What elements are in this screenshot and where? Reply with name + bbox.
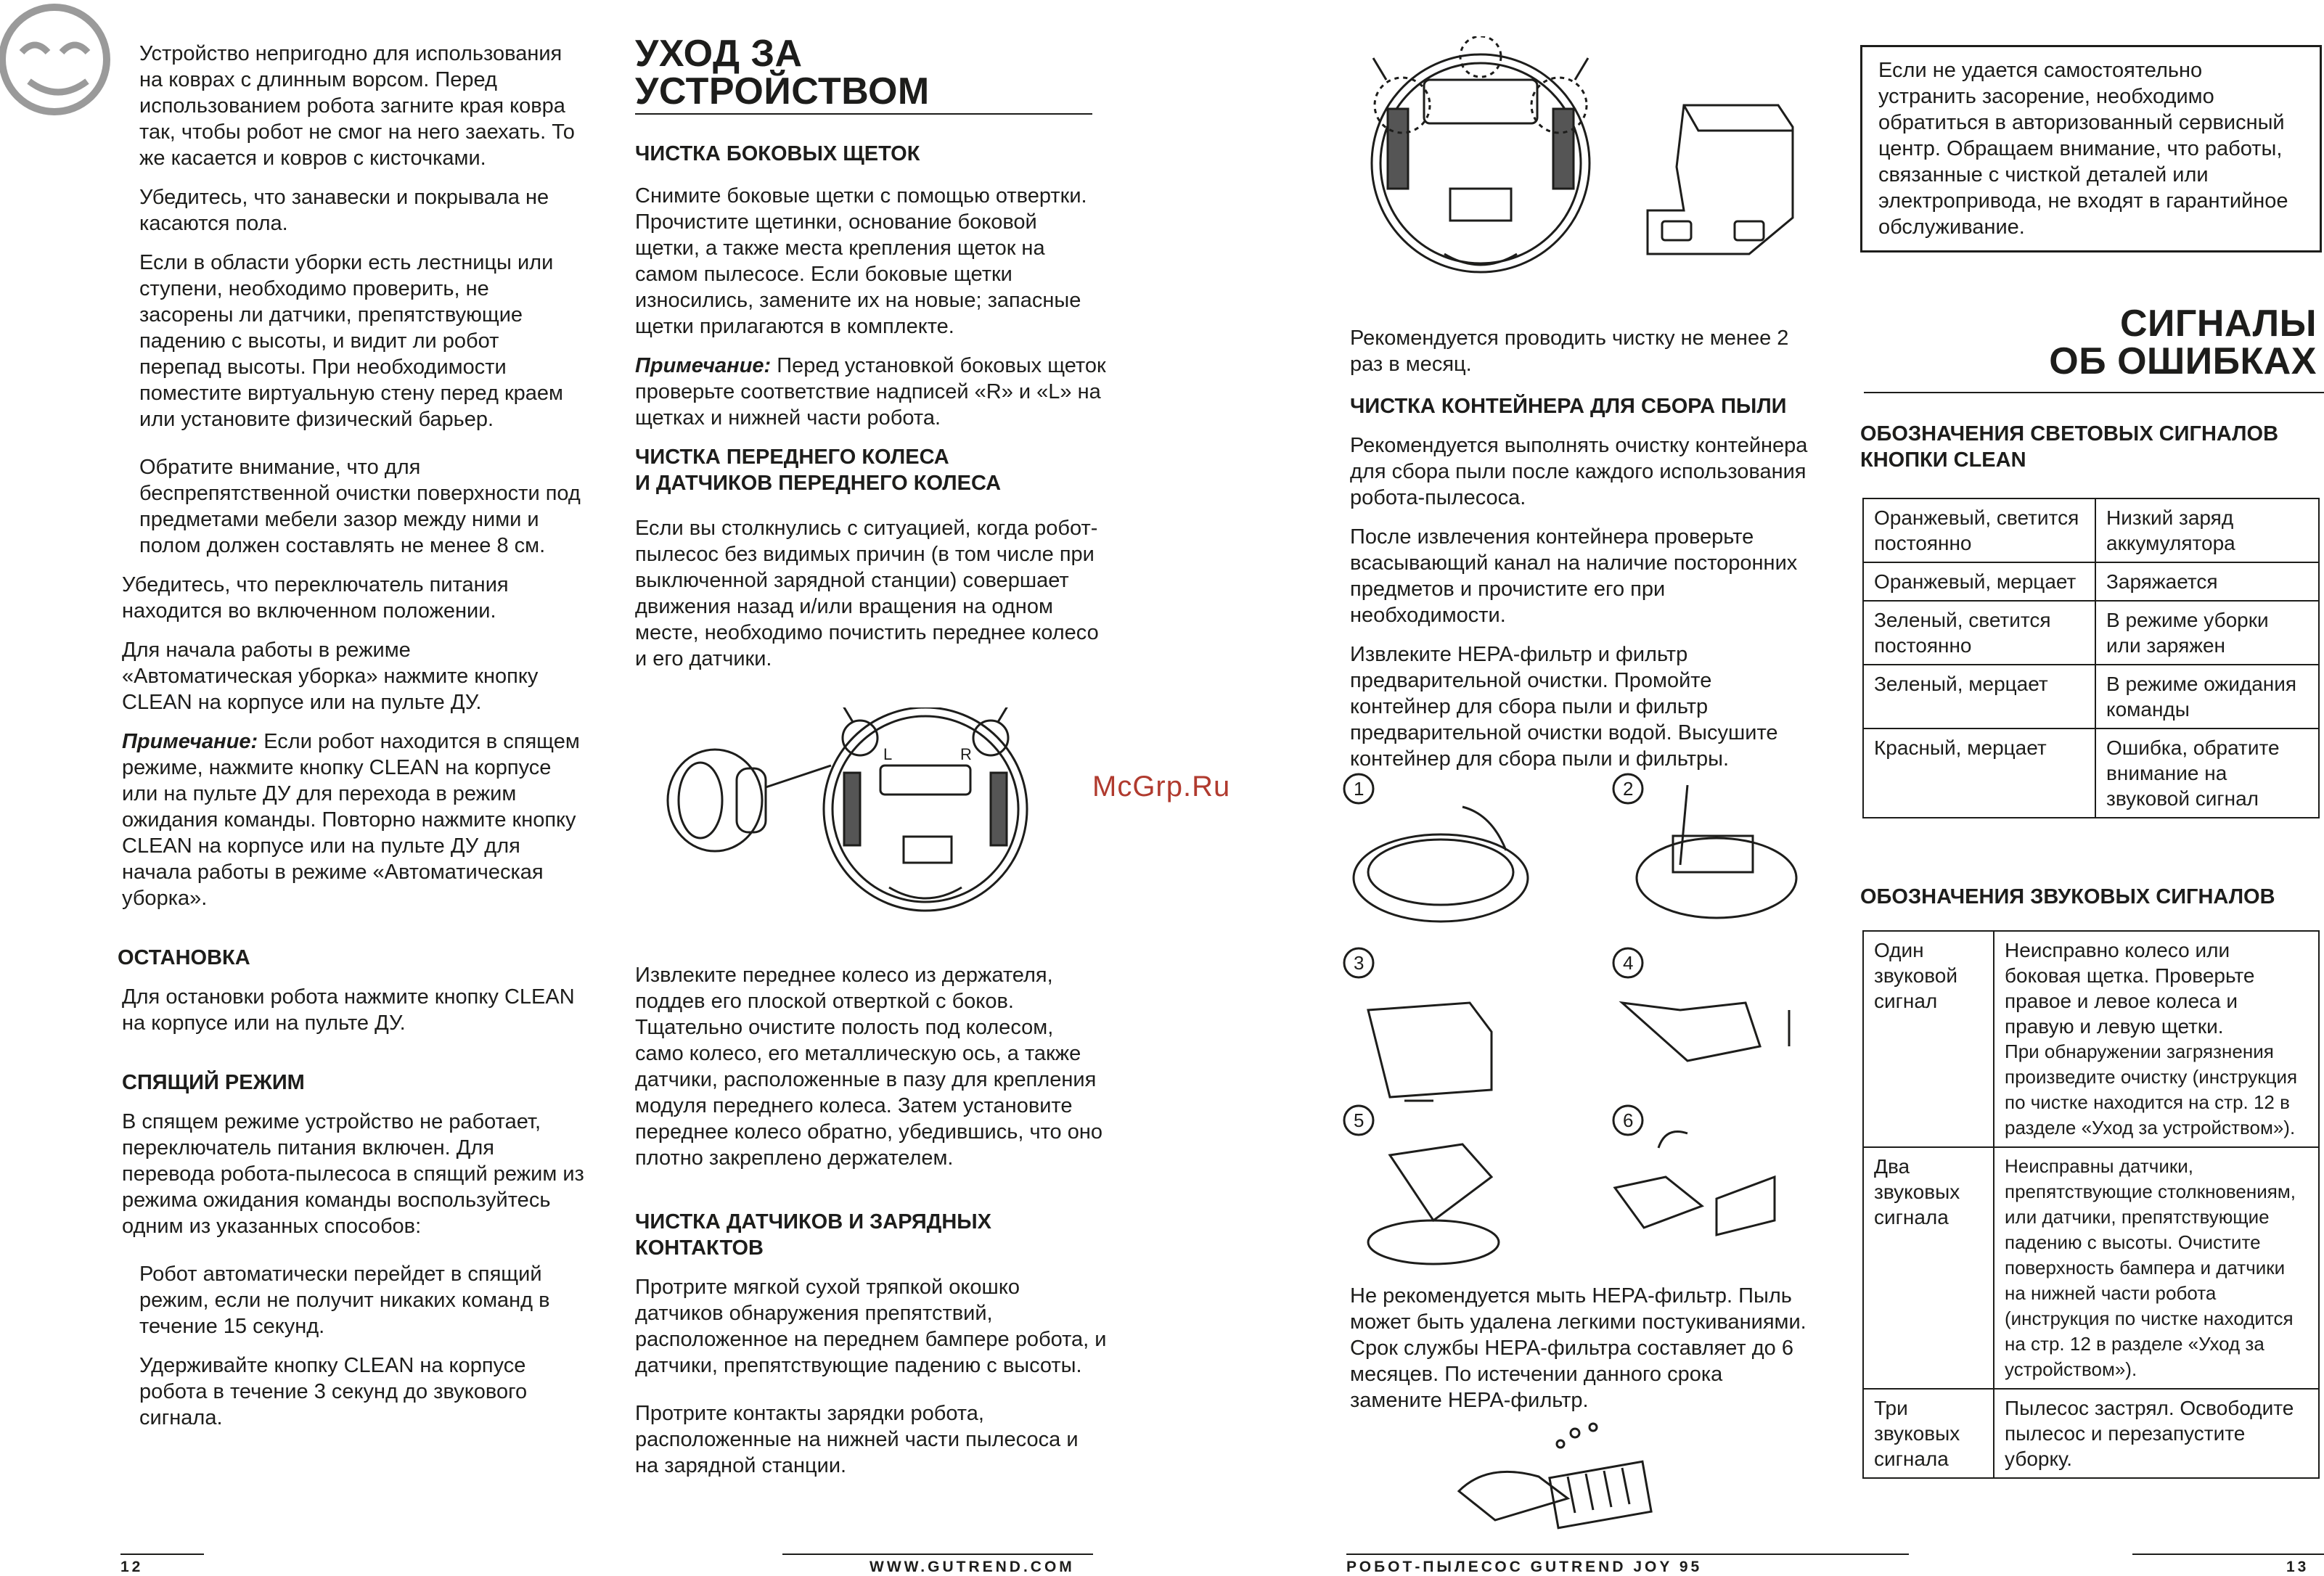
paragraph-wheel-removal: Извлеките переднее колесо из держателя, поддев его плоской отверткой с боков. Тщательно очистите полость под колесом, само колесо, его металлическую ось, а также датчики, расположенные в пазу для крепления модуля переднего колеса. Затем установите переднее колесо обратно, убедившись, что оно плотно закреплено держателем.: [635, 964, 1103, 1170]
note-label: Примечание:: [635, 354, 772, 377]
light-meaning-cell: В режиме ожидания команды: [2095, 665, 2319, 729]
dust-container-steps-illustration: [1339, 771, 1804, 1279]
service-center-text: Если не удается самостоятельно устранить засорение, необходимо обратиться в авторизованный сервисный центр. Обращаем внимание, что работы, связанные с чисткой деталей или электропривода, не входят в гарантийное обслуживание.: [1878, 59, 2288, 239]
watermark: McGrp.Ru: [1092, 771, 1231, 803]
step-1-number: 1: [1354, 778, 1364, 800]
page-number-left: 12: [120, 1559, 144, 1575]
step-2-number: 2: [1623, 778, 1634, 800]
paragraph-cleaning-frequency: Рекомендуется проводить чистку не менее 2 раз в месяц.: [1350, 327, 1789, 376]
heading-light-signals-line2: КНОПКИ CLEAN: [1860, 448, 2026, 472]
light-meaning-cell: Ошибка, обратите внимание на звуковой сигнал: [2095, 729, 2319, 818]
errors-title: [1864, 305, 2317, 380]
footer-rule-site: [782, 1554, 1093, 1555]
sound-signals-table: [1862, 930, 2320, 1479]
heading-sensors-line1: ЧИСТКА ДАТЧИКОВ И ЗАРЯДНЫХ: [635, 1210, 992, 1234]
paragraph-dust-1: Рекомендуется выполнять очистку контейнера для сбора пыли после каждого использования робота-пылесоса.: [1350, 434, 1808, 509]
footer-rule-right: [2132, 1554, 2324, 1555]
table-row: [1863, 665, 2319, 729]
label-left-brush: L: [883, 745, 893, 763]
sound-meaning-extra: При обнаружении загрязнения произведите очистку (инструкция по чистке находится на стр. 12 в разделе «Уход за устройством»).: [2005, 1041, 2298, 1138]
title-underline: [635, 113, 1092, 115]
sound-meaning-cell: [1994, 931, 2319, 1147]
heading-sleep-mode: СПЯЩИЙ РЕЖИМ: [122, 1071, 305, 1094]
hepa-filter-tapping-illustration: [1452, 1419, 1669, 1542]
note-label: Примечание:: [122, 730, 258, 753]
light-signal-cell: Зеленый, мерцает: [1863, 665, 2095, 729]
note-text: Перед установкой боковых щеток проверьте соответствие надписей «R» и «L» на щетках и нижней части робота.: [635, 354, 1106, 430]
light-meaning-cell: В режиме уборки или заряжен: [2095, 601, 2319, 665]
heading-light-signals-line1: ОБОЗНАЧЕНИЯ СВЕТОВЫХ СИГНАЛОВ: [1860, 422, 2279, 446]
errors-title-line2: ОБ ОШИБКАХ: [2049, 340, 2317, 382]
step-3-number: 3: [1354, 952, 1364, 974]
footer-rule-title: [1346, 1554, 1909, 1555]
sound-meaning-text: Неисправно колесо или боковая щетка. Проверьте правое и левое колеса и правую и левую щетки.: [2005, 939, 2255, 1038]
heading-front-wheel-line1: ЧИСТКА ПЕРЕДНЕГО КОЛЕСА: [635, 446, 949, 469]
care-title-line1: УХОД ЗА: [635, 33, 803, 75]
heading-sound-signals: ОБОЗНАЧЕНИЯ ЗВУКОВЫХ СИГНАЛОВ: [1860, 885, 2275, 908]
paragraph-sleep-mode: В спящем режиме устройство не работает, переключатель питания включен. Для перевода робота-пылесоса в спящий режим из режима ожидания команды воспользуйтесь одним из указанных способов:: [122, 1110, 584, 1238]
paragraph-front-wheel: Если вы столкнулись с ситуацией, когда робот-пылесос без видимых причин (в том числе при выключенной зарядной станции) совершает движения назад и/или вращения на одном месте, необходимо почистить переднее колесо и его датчики.: [635, 517, 1099, 670]
step-6-number: 6: [1623, 1109, 1634, 1131]
step-4-number: 4: [1623, 952, 1634, 974]
paragraph-dust-3: Извлеките HEPA-фильтр и фильтр предварительной очистки. Промойте контейнер для сбора пыли и фильтр предварительной очистки водой. Высушите контейнер для сбора пыли и фильтры.: [1350, 643, 1778, 771]
heading-light-signals: [1860, 421, 2310, 473]
heading-sensors: [635, 1209, 1107, 1261]
paragraph-carpets: Устройство непригодно для использования на коврах с длинным ворсом. Перед использованием робота загните края ковра так, чтобы робот не смог на него заехать. То же касается и ковров с кисточками.: [139, 42, 575, 170]
errors-title-underline: [1864, 392, 2324, 393]
paragraph-stairs: Если в области уборки есть лестницы или ступени, необходимо проверить, не засорены ли датчики, препятствующие падению с высоты, и видит ли робот перепад высоты. При необходимости поместите виртуальную стену перед краем или установите физический барьер.: [139, 251, 563, 431]
note-text: Если робот находится в спящем режиме, нажмите кнопку CLEAN на корпусе или на пульте ДУ для перехода в режим ожидания команды. Повторно нажмите кнопку CLEAN на корпусе или на пульте ДУ для начала работы в режиме «Автоматическая уборка».: [122, 730, 580, 910]
note-brushes: [635, 353, 1107, 431]
column-3: [1350, 325, 1814, 772]
sound-meaning-cell: Неисправны датчики, препятствующие столкновениям, или датчики, препятствующие падению с высоты. Очистите поверхность бампера и датчики на нижней части робота (инструкция по чистке находится на стр. 12 в разделе «Уход за устройством»).: [1994, 1147, 2319, 1389]
care-title: [635, 35, 1092, 110]
light-signal-cell: Красный, мерцает: [1863, 729, 2095, 818]
paragraph-contacts: Протрите контакты зарядки робота, расположенные на нижней части пылесоса и на зарядной станции.: [635, 1402, 1079, 1477]
light-signal-cell: Зеленый, светится постоянно: [1863, 601, 2095, 665]
column-2-bottom: [635, 962, 1107, 1479]
heading-front-wheel-line2: И ДАТЧИКОВ ПЕРЕДНЕГО КОЛЕСА: [635, 472, 1002, 495]
table-row: [1863, 498, 2319, 562]
paragraph-side-brushes: Снимите боковые щетки с помощью отвертки. Прочистите щетинки, основание боковой щетки, а также места крепления щеток на самом пылесосе. Если боковые щетки износились, замените их на новые; запасные щетки прилагаются в комплекте.: [635, 184, 1087, 338]
paragraph-sensors: Протрите мягкой сухой тряпкой окошко датчиков обнаружения препятствий, расположенное на переднем бампере робота, и датчики, препятствующие падению с высоты.: [635, 1276, 1107, 1377]
brand-logo-icon: [0, 0, 116, 123]
sleep-item-hold: Удерживайте кнопку CLEAN на корпусе робота в течение 3 секунд до звукового сигнала.: [139, 1354, 528, 1429]
table-row: [1863, 562, 2319, 601]
front-wheel-illustration: [657, 707, 1078, 925]
page-number-right: 13: [2286, 1559, 2309, 1575]
table-row: [1863, 729, 2319, 818]
note-sleep-mode: [122, 729, 586, 911]
heading-front-wheel: [635, 444, 1107, 496]
footer-product-title: РОБОТ-ПЫЛЕСОС GUTREND JOY 95: [1346, 1559, 1703, 1575]
website-link[interactable]: WWW.GUTREND.COM: [870, 1559, 1075, 1575]
table-row: [1863, 931, 2319, 1147]
paragraph-hepa: Не рекомендуется мыть HEPA-фильтр. Пыль может быть удалена легкими постукиваниями. Срок службы HEPA-фильтра составляет до 6 месяцев. По истечении данного срока замените HEPA-фильтр.: [1350, 1284, 1807, 1412]
light-meaning-cell: Заряжается: [2095, 562, 2319, 601]
heading-side-brushes: ЧИСТКА БОКОВЫХ ЩЕТОК: [635, 142, 920, 165]
light-signal-cell: Оранжевый, светится постоянно: [1863, 498, 2095, 562]
column-2-top: [635, 141, 1107, 672]
service-center-notice: [1860, 45, 2322, 253]
sound-signal-cell: Два звуковых сигнала: [1863, 1147, 1994, 1389]
label-right-brush: R: [960, 745, 972, 763]
robot-and-station-illustration: [1343, 36, 1851, 312]
heading-stop: ОСТАНОВКА: [118, 946, 250, 969]
table-row: [1863, 1389, 2319, 1478]
care-title-line2: УСТРОЙСТВОМ: [635, 70, 930, 112]
table-row: [1863, 601, 2319, 665]
light-signal-cell: Оранжевый, мерцает: [1863, 562, 2095, 601]
paragraph-start: Для начала работы в режиме «Автоматическая уборка» нажмите кнопку CLEAN на корпусе или на пульте ДУ.: [122, 639, 539, 714]
sound-meaning-cell: Пылесос застрял. Освободите пылесос и перезапустите уборку.: [1994, 1389, 2319, 1478]
paragraph-dust-2: После извлечения контейнера проверьте всасывающий канал на наличие посторонних предметов и прочистите его при необходимости.: [1350, 525, 1798, 627]
paragraph-furniture-gap: Обратите внимание, что для беспрепятственной очистки поверхности под предметами мебели зазор между ними и полом должен составлять не менее 8 см.: [139, 456, 581, 557]
light-meaning-cell: Низкий заряд аккумулятора: [2095, 498, 2319, 562]
column-1: [118, 41, 586, 1431]
light-signals-table: [1862, 498, 2320, 818]
sound-signal-cell: Три звуковых сигнала: [1863, 1389, 1994, 1478]
step-5-number: 5: [1354, 1109, 1364, 1131]
heading-dust-container: ЧИСТКА КОНТЕЙНЕРА ДЛЯ СБОРА ПЫЛИ: [1350, 395, 1787, 418]
heading-sensors-line2: КОНТАКТОВ: [635, 1236, 764, 1260]
paragraph-power-switch: Убедитесь, что переключатель питания находится во включенном положении.: [122, 573, 509, 623]
paragraph-stop: Для остановки робота нажмите кнопку CLEAN на корпусе или на пульте ДУ.: [122, 985, 575, 1035]
sound-signal-cell: Один звуковой сигнал: [1863, 931, 1994, 1147]
table-row: [1863, 1147, 2319, 1389]
paragraph-curtains: Убедитесь, что занавески и покрывала не касаются пола.: [139, 186, 549, 235]
footer-rule-left: [120, 1554, 204, 1555]
errors-title-line1: СИГНАЛЫ: [2119, 303, 2317, 345]
sleep-item-auto: Робот автоматически перейдет в спящий режим, если не получит никаких команд в течение 15 секунд.: [139, 1263, 550, 1338]
